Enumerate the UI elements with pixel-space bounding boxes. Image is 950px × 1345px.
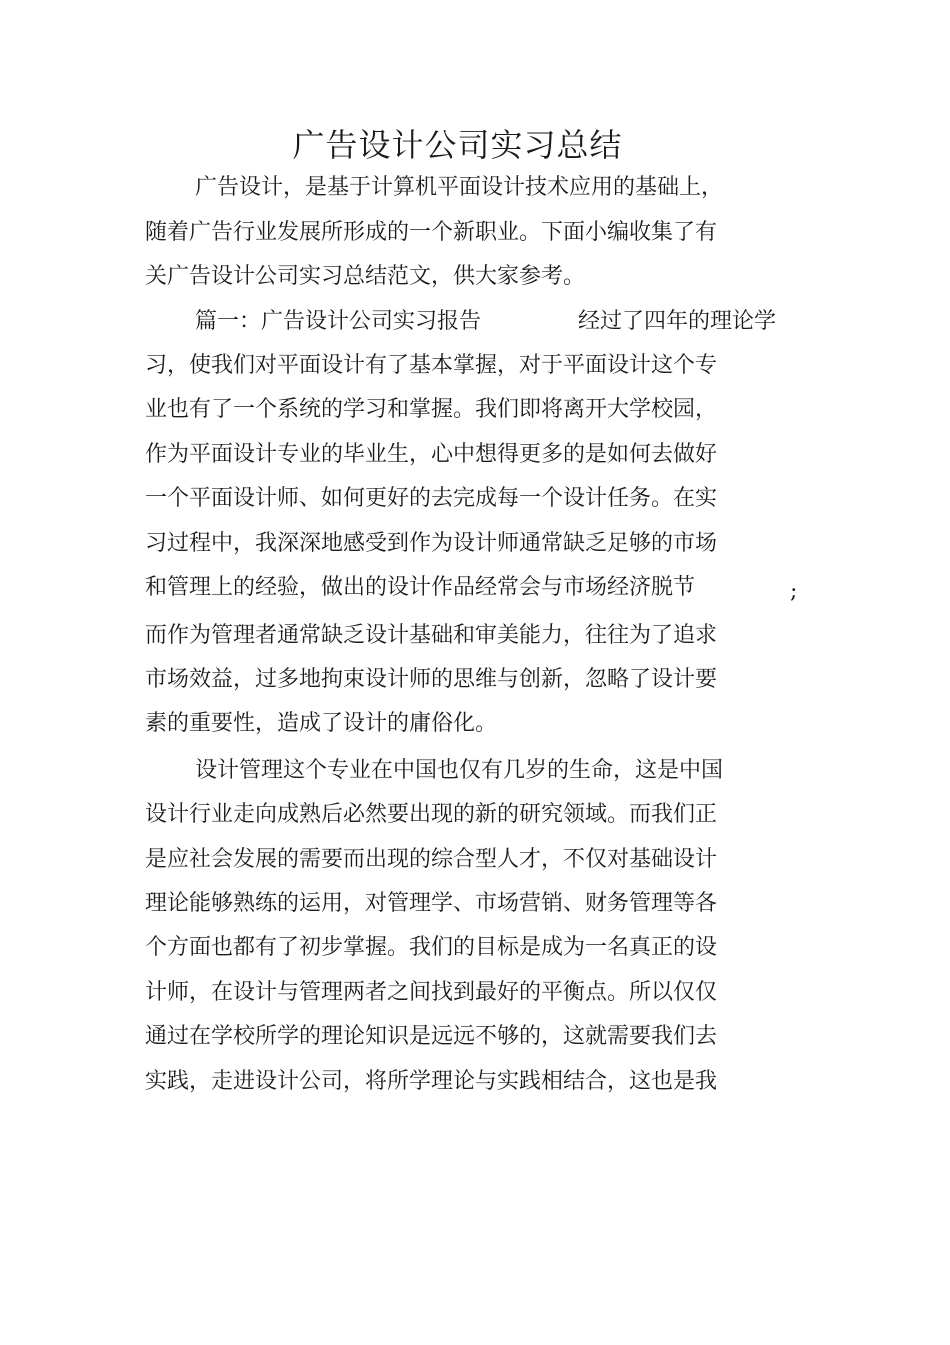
section1-line-5: 习过程中，我深深地感受到作为设计师通常缺乏足够的市场 — [145, 531, 718, 556]
section1-after-line-1: 而作为管理者通常缺乏设计基础和审美能力，往往为了追求 — [145, 623, 718, 648]
intro-line-1: 广告设计，是基于计算机平面设计技术应用的基础上， — [195, 175, 724, 200]
para2-line-4: 理论能够熟练的运用，对管理学、市场营销、财务管理等各 — [145, 891, 718, 916]
section1-line-3: 作为平面设计专业的毕业生，心中想得更多的是如何去做好 — [145, 442, 718, 467]
para2-line-8: 实践，走进设计公司，将所学理论与实践相结合，这也是我 — [145, 1069, 718, 1094]
intro-line-2: 随着广告行业发展所形成的一个新职业。下面小编收集了有 — [145, 220, 718, 245]
para2-line-2: 设计行业走向成熟后必然要出现的新的研究领域。而我们正 — [145, 802, 718, 827]
section1-line-4: 一个平面设计师、如何更好的去完成每一个设计任务。在实 — [145, 486, 718, 511]
section1-line-2: 业也有了一个系统的学习和掌握。我们即将离开大学校园， — [145, 397, 718, 422]
intro-line-3: 关广告设计公司实习总结范文，供大家参考。 — [145, 264, 586, 289]
para2-line-1: 设计管理这个专业在中国也仅有几岁的生命，这是中国 — [195, 758, 724, 783]
section1-line-6: 和管理上的经验，做出的设计作品经常会与市场经济脱节 — [145, 575, 696, 600]
section1-line-1: 习，使我们对平面设计有了基本掌握，对于平面设计这个专 — [145, 353, 718, 378]
section1-first-line-tail: 经过了四年的理论学 — [578, 309, 777, 334]
section1-after-line-2: 市场效益，过多地拘束设计师的思维与创新，忽略了设计要 — [145, 667, 718, 692]
para2-line-7: 通过在学校所学的理论知识是远远不够的，这就需要我们去 — [145, 1024, 718, 1049]
section1-after-line-3: 素的重要性，造成了设计的庸俗化。 — [145, 711, 498, 736]
para2-line-6: 计师，在设计与管理两者之间找到最好的平衡点。所以仅仅 — [145, 980, 718, 1005]
para2-line-3: 是应社会发展的需要而出现的综合型人才，不仅对基础设计 — [145, 847, 718, 872]
document-title: 广告设计公司实习总结 — [292, 126, 623, 164]
section1-heading: 篇一：广告设计公司实习报告 — [195, 309, 482, 334]
para2-line-5: 个方面也都有了初步掌握。我们的目标是成为一名真正的设 — [145, 935, 718, 960]
stray-semicolon: ; — [790, 579, 798, 604]
